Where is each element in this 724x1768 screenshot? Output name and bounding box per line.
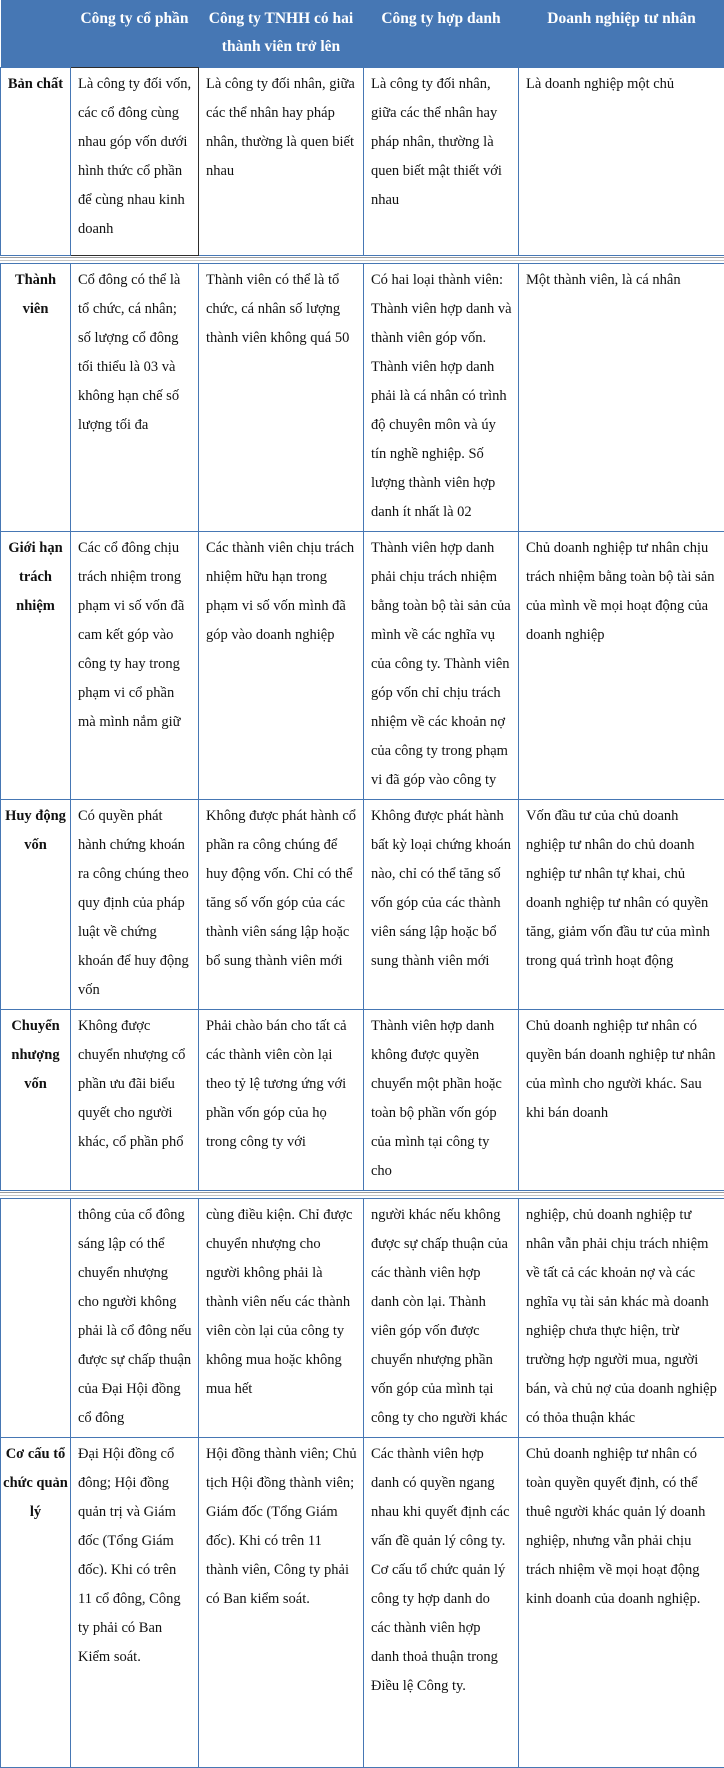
cell-ban-chat-llc: Là công ty đối nhân, giữa các thể nhân hay pháp nhân, thường là quen biết nhau (199, 68, 364, 256)
cell-gioi-han-partnership: Thành viên hợp danh phải chịu trách nhiệm bằng toàn bộ tài sản của mình về các nghĩa vụ của công ty. Thành viên góp vốn chỉ chịu trách nhiệm về các khoản nợ của công ty trong phạm vi đã góp vào công ty (364, 532, 519, 800)
cell-huy-dong-partnership: Không được phát hành bất kỳ loại chứng khoán nào, chỉ có thể tăng số vốn góp của các thành viên sáng lập hoặc bổ sung thành viên mới (364, 800, 519, 1010)
header-cell-joint-stock: Công ty cổ phần (71, 0, 199, 68)
table-row (1, 1438, 724, 1768)
row-label-chuyen-nhuong-von: Chuyển nhượng vốn (1, 1010, 71, 1191)
table-header-row (1, 0, 724, 68)
header-cell-llc-two-members: Công ty TNHH có hai thành viên trở lên (199, 0, 364, 68)
cell-ban-chat-partnership: Là công ty đối nhân, giữa các thể nhân hay pháp nhân, thường là quen biết mật thiết với nhau (364, 68, 519, 256)
cell-thanh-vien-partnership: Có hai loại thành viên: Thành viên hợp danh và thành viên góp vốn. Thành viên hợp danh phải là cá nhân có trình độ chuyên môn và úy tín nghề nghiệp. Số lượng thành viên hợp danh ít nhất là 02 (364, 264, 519, 532)
cell-chuyen-nhuong-cont-partnership: người khác nếu không được sự chấp thuận của các thành viên hợp danh còn lại. Thành viên góp vốn được chuyển nhượng phần vốn góp của mình tại công ty cho người khác (364, 1199, 519, 1438)
cell-gioi-han-llc: Các thành viên chịu trách nhiệm hữu hạn trong phạm vi số vốn mình đã góp vào doanh nghiệp (199, 532, 364, 800)
row-label-co-cau-to-chuc-quan-ly: Cơ cấu tổ chức quản lý (1, 1438, 71, 1768)
cell-gioi-han-joint-stock: Các cổ đông chịu trách nhiệm trong phạm vi số vốn đã cam kết góp vào công ty hay trong phạm vi cổ phần mà mình nắm giữ (71, 532, 199, 800)
row-label-huy-dong-von: Huy động vốn (1, 800, 71, 1010)
cell-co-cau-llc: Hội đồng thành viên; Chủ tịch Hội đồng thành viên; Giám đốc (Tổng Giám đốc). Khi có trên 11 thành viên, Công ty phải có Ban kiểm soát. (199, 1438, 364, 1768)
cell-ban-chat-sole: Là doanh nghiệp một chủ (519, 68, 724, 256)
cell-co-cau-sole: Chủ doanh nghiệp tư nhân có toàn quyền quyết định, có thể thuê người khác quản lý doanh nghiệp, nhưng vẫn phải chịu trách nhiệm về mọi hoạt động kinh doanh của doanh nghiệp. (519, 1438, 724, 1768)
cell-thanh-vien-llc: Thành viên có thể là tổ chức, cá nhân số lượng thành viên không quá 50 (199, 264, 364, 532)
table-row (1, 1199, 724, 1438)
header-cell-corner (1, 0, 71, 68)
comparison-table-segment-3 (0, 1198, 724, 1768)
cell-chuyen-nhuong-cont-joint-stock: thông của cổ đông sáng lập có thể chuyển nhượng cho người không phải là cổ đông nếu được sự chấp thuận của Đại Hội đồng cổ đông (71, 1199, 199, 1438)
table-row (1, 800, 724, 1010)
cell-chuyen-nhuong-sole: Chủ doanh nghiệp tư nhân có quyền bán doanh nghiệp tư nhân của mình cho người khác. Sau khi bán doanh (519, 1010, 724, 1191)
cell-co-cau-joint-stock: Đại Hội đồng cổ đông; Hội đồng quản trị và Giám đốc (Tổng Giám đốc). Khi có trên 11 cổ đông, Công ty phải có Ban Kiểm soát. (71, 1438, 199, 1768)
table-row (1, 532, 724, 800)
cell-gioi-han-sole: Chủ doanh nghiệp tư nhân chịu trách nhiệm bằng toàn bộ tài sản của mình về mọi hoạt động của doanh nghiệp (519, 532, 724, 800)
comparison-table-segment-1 (0, 0, 724, 256)
cell-huy-dong-sole: Vốn đầu tư của chủ doanh nghiệp tư nhân do chủ doanh nghiệp tư nhân tự khai, chủ doanh nghiệp tư nhân có quyền tăng, giảm vốn đầu tư của mình trong quá trình hoạt động (519, 800, 724, 1010)
cell-chuyen-nhuong-joint-stock: Không được chuyển nhượng cổ phần ưu đãi biểu quyết cho người khác, cổ phần phổ (71, 1010, 199, 1191)
cell-huy-dong-llc: Không được phát hành cổ phần ra công chúng để huy động vốn. Chỉ có thể tăng số vốn góp của các thành viên sáng lập hoặc bổ sung thành viên mới (199, 800, 364, 1010)
table-row (1, 1010, 724, 1191)
cell-thanh-vien-joint-stock: Cổ đông có thể là tổ chức, cá nhân; số lượng cổ đông tối thiểu là 03 và không hạn chế số lượng tối đa (71, 264, 199, 532)
table-row (1, 68, 724, 256)
comparison-table-segment-2 (0, 263, 724, 1191)
row-label-thanh-vien: Thành viên (1, 264, 71, 532)
row-label-ban-chat: Bản chất (1, 68, 71, 256)
page-break-2 (0, 1191, 724, 1198)
cell-ban-chat-joint-stock: Là công ty đối vốn, các cổ đông cùng nhau góp vốn dưới hình thức cổ phần để cùng nhau kinh doanh (71, 68, 199, 256)
cell-chuyen-nhuong-llc: Phải chào bán cho tất cả các thành viên còn lại theo tỷ lệ tương ứng với phần vốn góp của họ trong công ty với (199, 1010, 364, 1191)
row-label-gioi-han-trach-nhiem: Giới hạn trách nhiệm (1, 532, 71, 800)
cell-chuyen-nhuong-cont-llc: cùng điều kiện. Chỉ được chuyển nhượng cho người không phải là thành viên nếu các thành viên còn lại của công ty không mua hoặc không mua hết (199, 1199, 364, 1438)
cell-chuyen-nhuong-cont-sole: nghiệp, chủ doanh nghiệp tư nhân vẫn phải chịu trách nhiệm về tất cả các khoản nợ và các nghĩa vụ tài sản khác mà doanh nghiệp chưa thực hiện, trừ trường hợp người mua, người bán, và chủ nợ của doanh nghiệp có thỏa thuận khác (519, 1199, 724, 1438)
page-break-1 (0, 256, 724, 263)
header-cell-partnership: Công ty hợp danh (364, 0, 519, 68)
cell-thanh-vien-sole: Một thành viên, là cá nhân (519, 264, 724, 532)
table-row (1, 264, 724, 532)
header-cell-sole-proprietorship: Doanh nghiệp tư nhân (519, 0, 724, 68)
cell-chuyen-nhuong-partnership: Thành viên hợp danh không được quyền chuyển một phần hoặc toàn bộ phần vốn góp của mình tại công ty cho (364, 1010, 519, 1191)
row-label-continuation (1, 1199, 71, 1438)
cell-co-cau-partnership: Các thành viên hợp danh có quyền ngang nhau khi quyết định các vấn đề quản lý công ty. Cơ cấu tổ chức quản lý công ty hợp danh do các thành viên hợp danh thoả thuận trong Điều lệ Công ty. (364, 1438, 519, 1768)
cell-huy-dong-joint-stock: Có quyền phát hành chứng khoán ra công chúng theo quy định của pháp luật về chứng khoán để huy động vốn (71, 800, 199, 1010)
